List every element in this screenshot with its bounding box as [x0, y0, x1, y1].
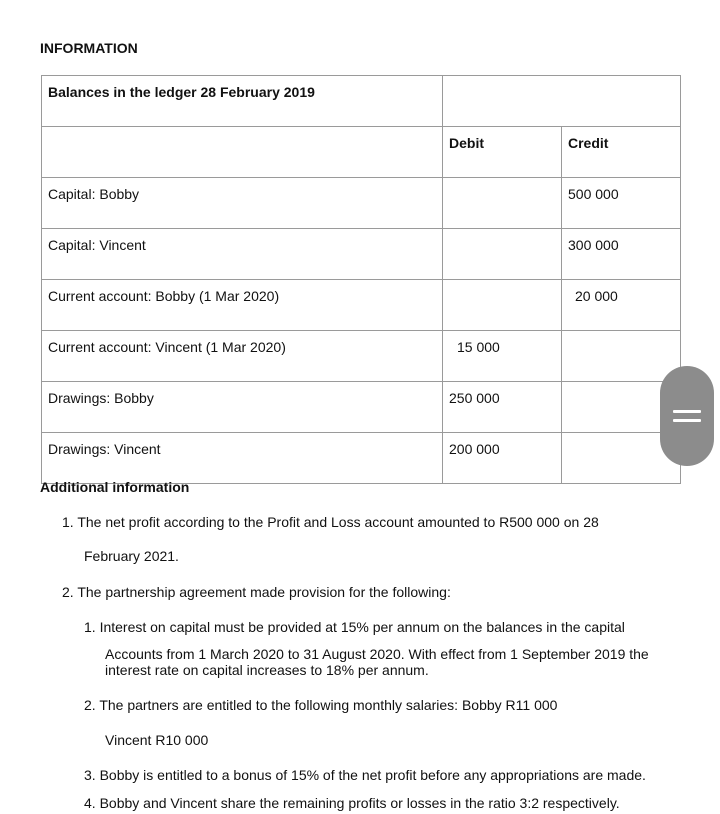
- table-header-row: [42, 127, 681, 178]
- list-item: 2. The partnership agreement made provision for the following:: [62, 584, 451, 600]
- table-row: [42, 382, 681, 433]
- debit-cell: [443, 280, 562, 331]
- debit-cell: 200 000: [443, 433, 562, 484]
- column-header-credit: Credit: [562, 127, 681, 178]
- credit-cell: 20 000: [562, 280, 681, 331]
- sub-list-item: 3. Bobby is entitled to a bonus of 15% of the net profit before any appropriations are made.: [84, 767, 646, 783]
- row-label: Drawings: Bobby: [42, 382, 443, 433]
- debit-cell: 15 000: [443, 331, 562, 382]
- sub-list-item-continuation: Vincent R10 000: [105, 732, 209, 748]
- table-row: [42, 229, 681, 280]
- sub-list-item: 1. Interest on capital must be provided at 15% per annum on the balances in the capital: [84, 619, 625, 635]
- table-row: [42, 280, 681, 331]
- row-label: Current account: Vincent (1 Mar 2020): [42, 331, 443, 382]
- list-item-continuation: February 2021.: [84, 548, 179, 564]
- credit-cell: 500 000: [562, 178, 681, 229]
- row-label: Capital: Vincent: [42, 229, 443, 280]
- row-label: Capital: Bobby: [42, 178, 443, 229]
- sub-list-item: 4. Bobby and Vincent share the remaining profits or losses in the ratio 3:2 respectively.: [84, 795, 620, 811]
- table-row: [42, 178, 681, 229]
- sub-list-item-continuation: interest rate on capital increases to 18% per annum.: [105, 662, 429, 678]
- empty-cell: [443, 76, 681, 127]
- additional-info-heading: Additional information: [40, 479, 190, 495]
- sub-list-item: 2. The partners are entitled to the following monthly salaries: Bobby R11 000: [84, 697, 558, 713]
- debit-cell: [443, 229, 562, 280]
- sub-list-item-continuation: Accounts from 1 March 2020 to 31 August 2020. With effect from 1 September 2019 the: [105, 646, 649, 662]
- ledger-table: [41, 75, 681, 484]
- debit-cell: [443, 178, 562, 229]
- drag-handle[interactable]: [660, 366, 714, 466]
- row-label: Current account: Bobby (1 Mar 2020): [42, 280, 443, 331]
- column-header-debit: Debit: [443, 127, 562, 178]
- table-row: [42, 331, 681, 382]
- list-item: 1. The net profit according to the Profit and Loss account amounted to R500 000 on 28: [62, 514, 599, 530]
- debit-cell: 250 000: [443, 382, 562, 433]
- grip-line-icon: [673, 410, 701, 413]
- credit-cell: 300 000: [562, 229, 681, 280]
- ledger-title: Balances in the ledger 28 February 2019: [42, 76, 443, 127]
- table-row: [42, 433, 681, 484]
- empty-cell: [42, 127, 443, 178]
- page-heading: INFORMATION: [40, 40, 138, 56]
- table-title-row: [42, 76, 681, 127]
- credit-cell: [562, 331, 681, 382]
- grip-line-icon: [673, 419, 701, 422]
- row-label: Drawings: Vincent: [42, 433, 443, 484]
